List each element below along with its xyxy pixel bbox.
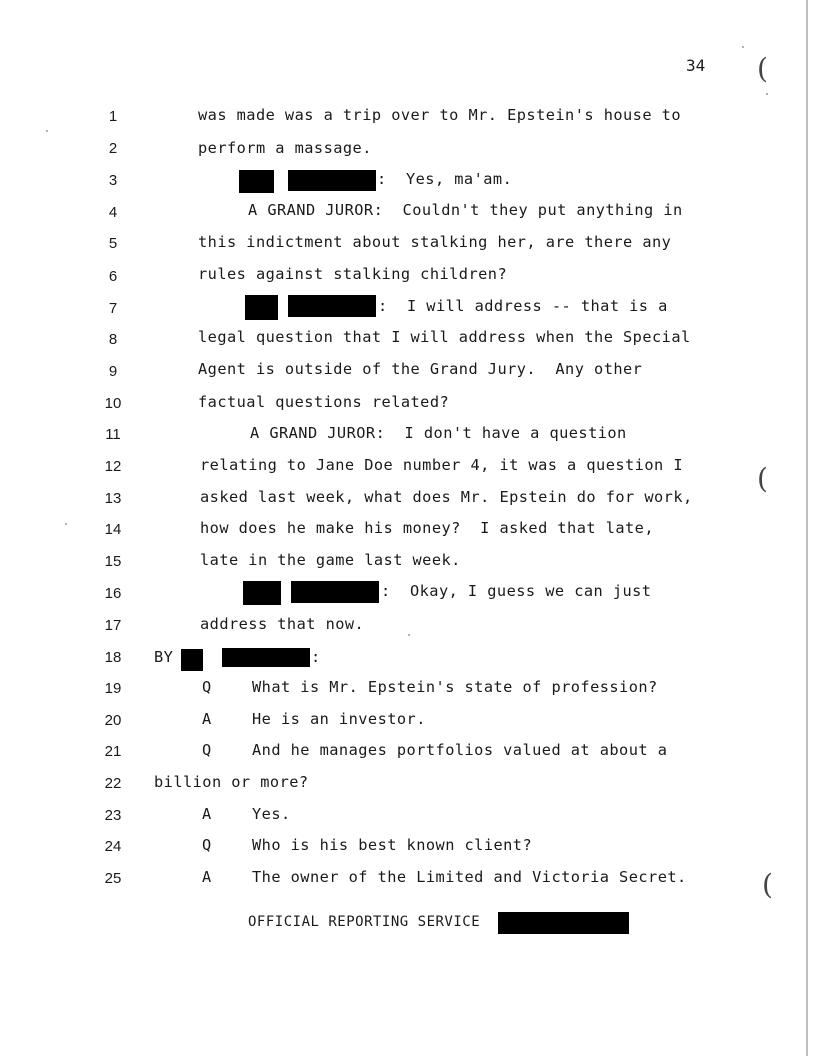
transcript-line: Yes. [252, 805, 291, 823]
line-number: 3 [108, 172, 118, 189]
qa-marker: A [202, 868, 212, 886]
scan-speck [65, 523, 67, 525]
line-number: 17 [104, 617, 122, 634]
qa-marker: A [202, 710, 212, 728]
redaction-box [291, 581, 379, 603]
line-number: 7 [108, 300, 118, 317]
transcript-line: : [311, 648, 321, 666]
transcript-line: this indictment about stalking her, are there any [198, 233, 672, 251]
punch-hole-mark: ( [762, 868, 773, 901]
transcript-line: The owner of the Limited and Victoria Secret. [252, 868, 687, 886]
transcript-line: legal question that I will address when the Special [198, 328, 691, 346]
line-number: 10 [104, 395, 122, 412]
line-number: 6 [108, 268, 118, 285]
transcript-line: billion or more? [154, 773, 309, 791]
redaction-box [243, 581, 281, 605]
footer-text: OFFICIAL REPORTING SERVICE [248, 914, 481, 930]
qa-marker: A [202, 805, 212, 823]
line-number: 19 [104, 680, 122, 697]
redaction-box [239, 170, 274, 193]
line-number: 13 [104, 490, 122, 507]
transcript-line: relating to Jane Doe number 4, it was a question I [200, 456, 683, 474]
transcript-line: was made was a trip over to Mr. Epstein's house to [198, 106, 681, 124]
transcript-line: rules against stalking children? [198, 265, 508, 283]
qa-marker: Q [202, 741, 212, 759]
transcript-line: : Yes, ma'am. [377, 170, 513, 188]
line-number: 21 [104, 743, 122, 760]
redaction-box [245, 295, 278, 320]
line-number: 11 [105, 426, 121, 443]
transcript-line: He is an investor. [252, 710, 426, 728]
line-number: 25 [104, 870, 122, 887]
line-number: 12 [104, 458, 122, 475]
line-number: 2 [108, 140, 118, 157]
transcript-line: address that now. [200, 615, 365, 633]
qa-marker: Q [202, 836, 212, 854]
transcript-line: : Okay, I guess we can just [381, 582, 652, 600]
line-number: 18 [104, 649, 122, 666]
redaction-box [288, 295, 376, 317]
line-number: 23 [104, 807, 122, 824]
redaction-box [288, 170, 376, 191]
scan-speck [742, 46, 744, 48]
transcript-line: asked last week, what does Mr. Epstein do for work, [200, 488, 693, 506]
line-number: 8 [108, 331, 118, 348]
transcript-line: how does he make his money? I asked that late, [200, 519, 654, 537]
transcript-line: late in the game last week. [200, 551, 461, 569]
page-edge-line [806, 0, 808, 1056]
line-number: 9 [108, 363, 118, 380]
transcript-line: A GRAND JUROR: I don't have a question [250, 424, 627, 442]
scan-speck [766, 93, 768, 95]
line-number: 22 [104, 775, 122, 792]
transcript-line: And he manages portfolios valued at about a [252, 741, 668, 759]
line-number: 24 [104, 838, 122, 855]
scan-speck [408, 634, 410, 636]
transcript-line: What is Mr. Epstein's state of profession? [252, 678, 658, 696]
scan-speck [46, 130, 48, 132]
transcript-line: Who is his best known client? [252, 836, 533, 854]
redaction-box [222, 648, 310, 667]
transcript-line: : I will address -- that is a [378, 297, 668, 315]
line-number: 5 [108, 235, 118, 252]
transcript-line: Agent is outside of the Grand Jury. Any other [198, 360, 643, 378]
transcript-line: factual questions related? [198, 393, 450, 411]
transcript-line: perform a massage. [198, 139, 372, 157]
line-number: 20 [104, 712, 122, 729]
punch-hole-mark: ( [757, 462, 768, 495]
redaction-box [181, 649, 203, 671]
page-number: 34 [686, 56, 706, 75]
transcript-line: BY [154, 648, 174, 666]
line-number: 14 [104, 521, 122, 538]
line-number: 4 [108, 204, 118, 221]
transcript-line: A GRAND JUROR: Couldn't they put anything in [248, 201, 683, 219]
line-number: 1 [108, 108, 118, 125]
qa-marker: Q [202, 678, 212, 696]
punch-hole-mark: ( [757, 52, 768, 85]
redaction-box [498, 912, 629, 934]
line-number: 15 [104, 553, 122, 570]
line-number: 16 [104, 585, 122, 602]
